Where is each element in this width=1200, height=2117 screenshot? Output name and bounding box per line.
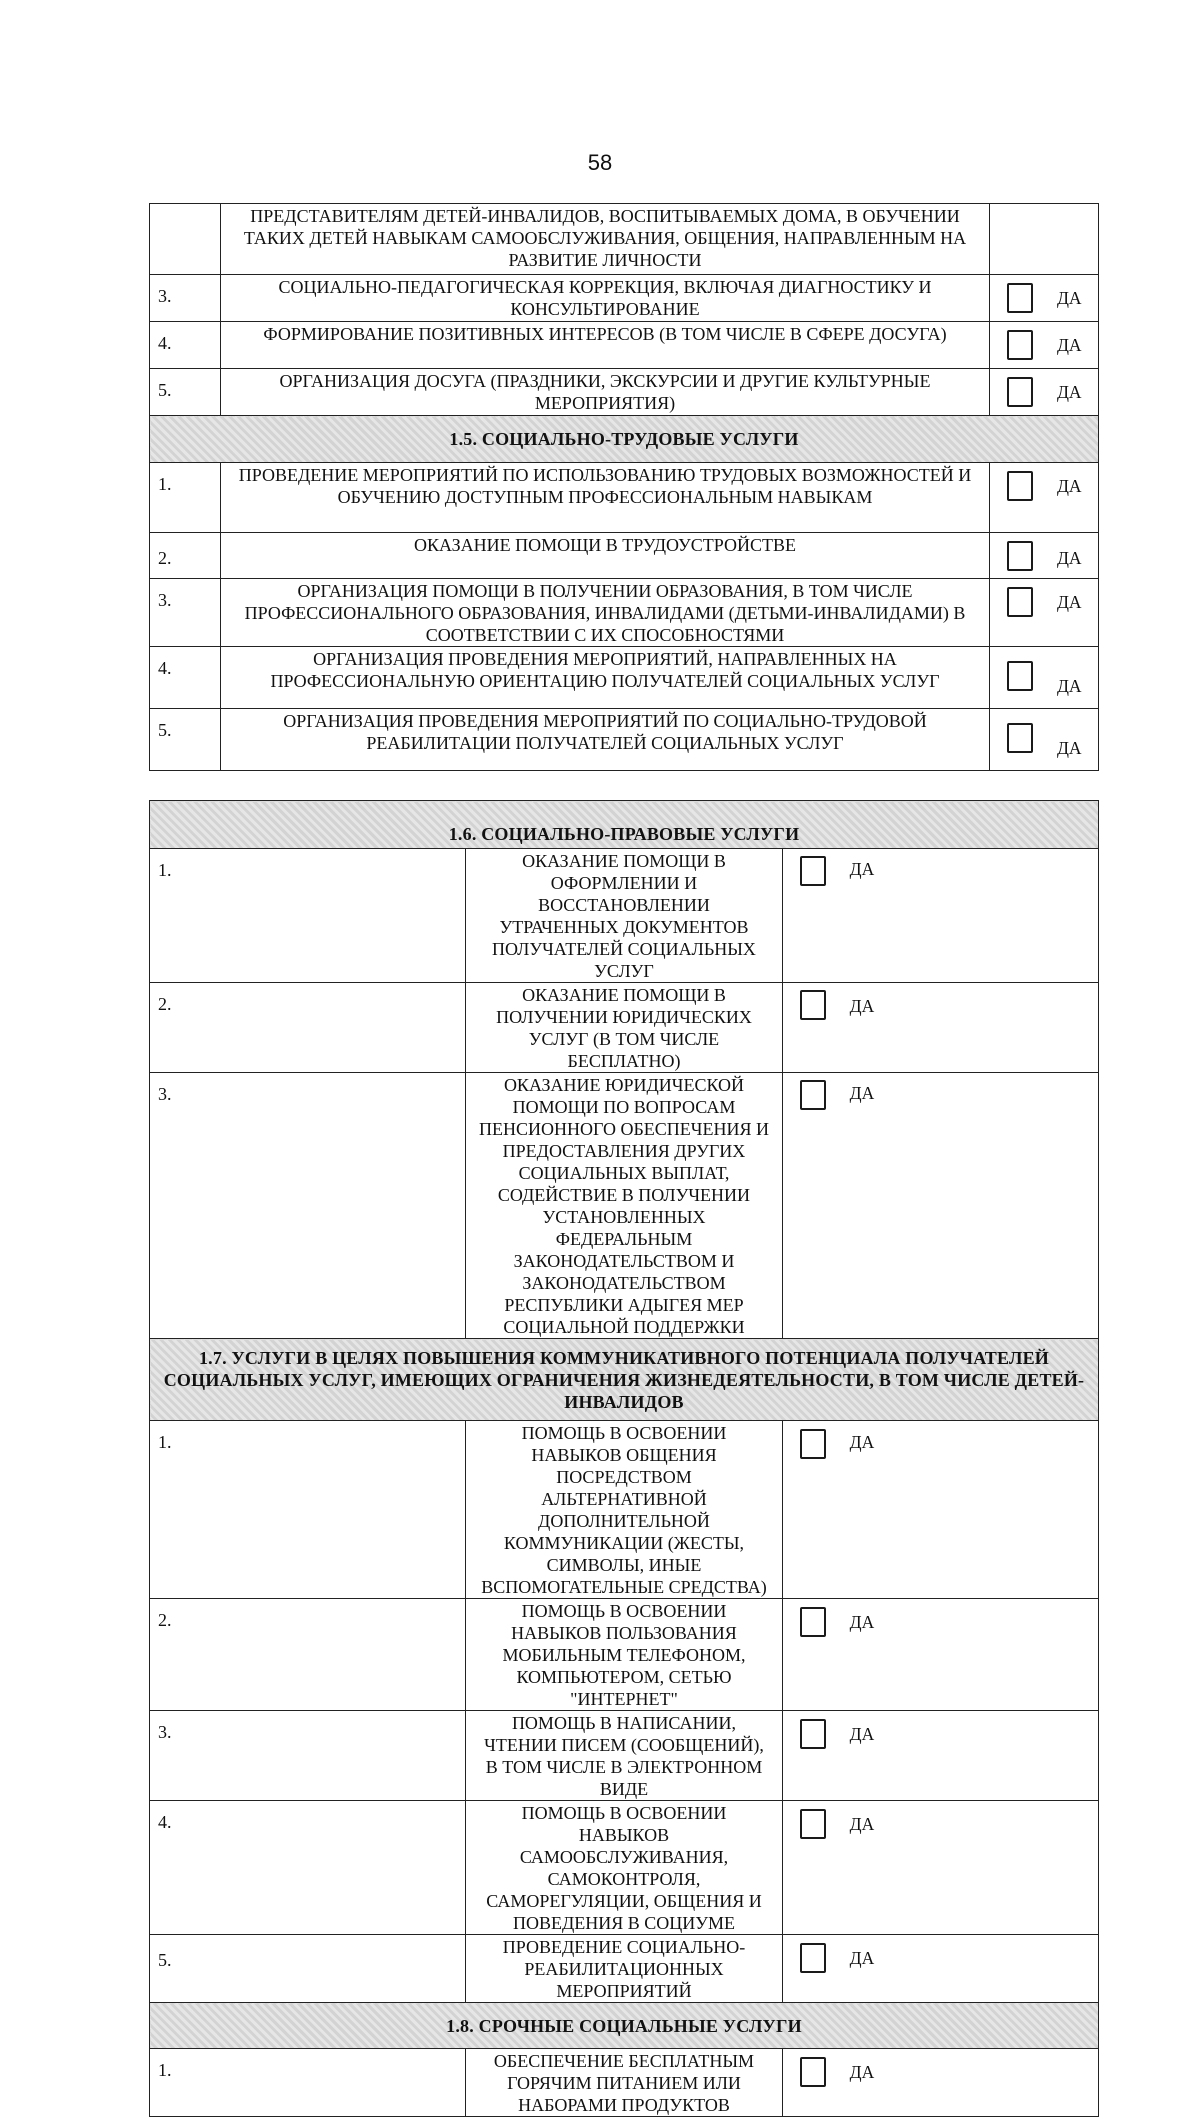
answer-cell [990,579,1099,647]
checkbox[interactable] [800,1607,826,1637]
answer-cell [782,2049,1098,2117]
section-header-row [150,2003,1099,2049]
answer-cell [782,983,1098,1073]
table-row [150,647,1099,709]
table-row [150,1935,1099,2003]
section-title-1-5: 1.5. СОЦИАЛЬНО-ТРУДОВЫЕ УСЛУГИ [150,416,1099,463]
answer-cell [990,647,1099,709]
checkbox[interactable] [800,1943,826,1973]
service-text: ОРГАНИЗАЦИЯ ДОСУГА (ПРАЗДНИКИ, ЭКСКУРСИИ И ДРУГИЕ КУЛЬТУРНЫЕ МЕРОПРИЯТИЯ) [221,369,990,416]
answer-cell [990,709,1099,771]
service-text: ПРОВЕДЕНИЕ МЕРОПРИЯТИЙ ПО ИСПОЛЬЗОВАНИЮ ТРУДОВЫХ ВОЗМОЖНОСТЕЙ И ОБУЧЕНИЮ ДОСТУПНЫМ ПРОФЕССИОНАЛЬНЫМ НАВЫКАМ [221,463,990,533]
answer-label: ДА [849,1724,875,1744]
table-row [150,579,1099,647]
table-row [150,463,1099,533]
row-number: 2. [150,533,221,579]
answer-cell [990,369,1099,416]
checkbox[interactable] [1007,283,1033,313]
answer-label: ДА [1057,676,1082,696]
table-row [150,1801,1099,1935]
checkbox[interactable] [800,1809,826,1839]
answer-cell [782,1421,1098,1599]
service-text: ПОМОЩЬ В ОСВОЕНИИ НАВЫКОВ ОБЩЕНИЯ ПОСРЕДСТВОМ АЛЬТЕРНАТИВНОЙ ДОПОЛНИТЕЛЬНОЙ КОММУНИКАЦИИ (ЖЕСТЫ, СИМВОЛЫ, ИНЫЕ ВСПОМОГАТЕЛЬНЫЕ СРЕДСТВА) [466,1421,782,1599]
row-number: 5. [150,709,221,771]
answer-cell [782,1599,1098,1711]
answer-cell [990,275,1099,322]
service-text: ПОМОЩЬ В НАПИСАНИИ, ЧТЕНИИ ПИСЕМ (СООБЩЕНИЙ), В ТОМ ЧИСЛЕ В ЭЛЕКТРОННОМ ВИДЕ [466,1711,782,1801]
service-text: ПРЕДСТАВИТЕЛЯМ ДЕТЕЙ-ИНВАЛИДОВ, ВОСПИТЫВАЕМЫХ ДОМА, В ОБУЧЕНИИ ТАКИХ ДЕТЕЙ НАВЫКАМ САМООБСЛУЖИВАНИЯ, ОБЩЕНИЯ, НАПРАВЛЕННЫМ НА РАЗВИТИЕ ЛИЧНОСТИ [221,204,990,275]
checkbox[interactable] [1007,541,1033,571]
table-row [150,1711,1099,1801]
table-row [150,849,1099,983]
checkbox[interactable] [800,2057,826,2087]
section-title-1-6: 1.6. СОЦИАЛЬНО-ПРАВОВЫЕ УСЛУГИ [150,801,1099,849]
answer-cell [990,322,1099,369]
checkbox[interactable] [1007,330,1033,360]
table-row [150,369,1099,416]
answer-cell [782,1935,1098,2003]
row-number: 3. [150,275,221,322]
service-text: ПОМОЩЬ В ОСВОЕНИИ НАВЫКОВ САМООБСЛУЖИВАНИЯ, САМОКОНТРОЛЯ, САМОРЕГУЛЯЦИИ, ОБЩЕНИЯ И ПОВЕДЕНИЯ В СОЦИУМЕ [466,1801,782,1935]
table-row [150,983,1099,1073]
answer-label: ДА [849,859,875,879]
row-number: 1. [150,463,221,533]
answer-cell [782,1711,1098,1801]
answer-cell [782,849,1098,983]
section-header-row [150,1339,1099,1421]
section-header-row [150,801,1099,849]
services-table-2 [149,800,1099,2117]
row-number: 1. [150,1421,466,1599]
table-row [150,322,1099,369]
service-text: ОРГАНИЗАЦИЯ ПРОВЕДЕНИЯ МЕРОПРИЯТИЙ ПО СОЦИАЛЬНО-ТРУДОВОЙ РЕАБИЛИТАЦИИ ПОЛУЧАТЕЛЕЙ СОЦИАЛЬНЫХ УСЛУГ [221,709,990,771]
row-number: 4. [150,1801,466,1935]
row-number: 3. [150,1073,466,1339]
answer-cell [782,1073,1098,1339]
section-title-1-7: 1.7. УСЛУГИ В ЦЕЛЯХ ПОВЫШЕНИЯ КОММУНИКАТИВНОГО ПОТЕНЦИАЛА ПОЛУЧАТЕЛЕЙ СОЦИАЛЬНЫХ УСЛУГ, ИМЕЮЩИХ ОГРАНИЧЕНИЯ ЖИЗНЕДЕЯТЕЛЬНОСТИ, В ТОМ ЧИСЛЕ ДЕТЕЙ-ИНВАЛИДОВ [150,1339,1099,1421]
answer-cell [990,533,1099,579]
answer-label: ДА [849,1083,875,1103]
answer-label: ДА [1057,592,1082,612]
service-text: ОКАЗАНИЕ ПОМОЩИ В ПОЛУЧЕНИИ ЮРИДИЧЕСКИХ УСЛУГ (В ТОМ ЧИСЛЕ БЕСПЛАТНО) [466,983,782,1073]
row-number: 2. [150,983,466,1073]
table-row [150,1599,1099,1711]
answer-label: ДА [1057,548,1082,568]
answer-label: ДА [1057,335,1082,355]
answer-cell [990,204,1099,275]
service-text: ПРОВЕДЕНИЕ СОЦИАЛЬНО-РЕАБИЛИТАЦИОННЫХ МЕРОПРИЯТИЙ [466,1935,782,2003]
checkbox[interactable] [800,1080,826,1110]
services-table-1 [149,203,1099,771]
table-row [150,1073,1099,1339]
row-number: 3. [150,1711,466,1801]
table-row [150,204,1099,275]
checkbox[interactable] [1007,661,1033,691]
checkbox[interactable] [800,1429,826,1459]
answer-label: ДА [849,1612,875,1632]
service-text: ПОМОЩЬ В ОСВОЕНИИ НАВЫКОВ ПОЛЬЗОВАНИЯ МОБИЛЬНЫМ ТЕЛЕФОНОМ, КОМПЬЮТЕРОМ, СЕТЬЮ "ИНТЕРНЕТ" [466,1599,782,1711]
answer-label: ДА [1057,476,1082,496]
answer-label: ДА [849,996,875,1016]
answer-label: ДА [1057,288,1082,308]
row-number: 1. [150,849,466,983]
checkbox[interactable] [1007,723,1033,753]
page-number: 58 [587,150,613,175]
service-text: ОРГАНИЗАЦИЯ ПОМОЩИ В ПОЛУЧЕНИИ ОБРАЗОВАНИЯ, В ТОМ ЧИСЛЕ ПРОФЕССИОНАЛЬНОГО ОБРАЗОВАНИЯ, ИНВАЛИДАМИ (ДЕТЬМИ-ИНВАЛИДАМИ) В СООТВЕТСТВИИ С ИХ СПОСОБНОСТЯМИ [221,579,990,647]
service-text: СОЦИАЛЬНО-ПЕДАГОГИЧЕСКАЯ КОРРЕКЦИЯ, ВКЛЮЧАЯ ДИАГНОСТИКУ И КОНСУЛЬТИРОВАНИЕ [221,275,990,322]
row-number: 5. [150,369,221,416]
service-text: ФОРМИРОВАНИЕ ПОЗИТИВНЫХ ИНТЕРЕСОВ (В ТОМ ЧИСЛЕ В СФЕРЕ ДОСУГА) [221,322,990,369]
answer-label: ДА [849,1948,875,1968]
answer-label: ДА [1057,738,1082,758]
row-number-cell [150,204,221,275]
section-header-row [150,416,1099,463]
answer-cell [782,1801,1098,1935]
checkbox[interactable] [1007,471,1033,501]
table-row [150,1421,1099,1599]
row-number: 2. [150,1599,466,1711]
answer-label: ДА [1057,382,1082,402]
row-number: 4. [150,647,221,709]
service-text: ОКАЗАНИЕ ЮРИДИЧЕСКОЙ ПОМОЩИ ПО ВОПРОСАМ ПЕНСИОННОГО ОБЕСПЕЧЕНИЯ И ПРЕДОСТАВЛЕНИЯ ДРУГИХ СОЦИАЛЬНЫХ ВЫПЛАТ, СОДЕЙСТВИЕ В ПОЛУЧЕНИИ УСТАНОВЛЕННЫХ ФЕДЕРАЛЬНЫМ ЗАКОНОДАТЕЛЬСТВОМ И ЗАКОНОДАТЕЛЬСТВОМ РЕСПУБЛИКИ АДЫГЕЯ МЕР СОЦИАЛЬНОЙ ПОДДЕРЖКИ [466,1073,782,1339]
row-number: 4. [150,322,221,369]
answer-label: ДА [849,2062,875,2082]
service-text: ОКАЗАНИЕ ПОМОЩИ В ТРУДОУСТРОЙСТВЕ [221,533,990,579]
checkbox[interactable] [800,856,826,886]
table-row [150,709,1099,771]
table-row [150,275,1099,322]
section-title-1-8: 1.8. СРОЧНЫЕ СОЦИАЛЬНЫЕ УСЛУГИ [150,2003,1099,2049]
service-text: ОБЕСПЕЧЕНИЕ БЕСПЛАТНЫМ ГОРЯЧИМ ПИТАНИЕМ ИЛИ НАБОРАМИ ПРОДУКТОВ [466,2049,782,2117]
answer-label: ДА [849,1814,875,1834]
row-number: 3. [150,579,221,647]
row-number: 1. [150,2049,466,2117]
service-text: ОКАЗАНИЕ ПОМОЩИ В ОФОРМЛЕНИИ И ВОССТАНОВЛЕНИИ УТРАЧЕННЫХ ДОКУМЕНТОВ ПОЛУЧАТЕЛЕЙ СОЦИАЛЬНЫХ УСЛУГ [466,849,782,983]
service-text: ОРГАНИЗАЦИЯ ПРОВЕДЕНИЯ МЕРОПРИЯТИЙ, НАПРАВЛЕННЫХ НА ПРОФЕССИОНАЛЬНУЮ ОРИЕНТАЦИЮ ПОЛУЧАТЕЛЕЙ СОЦИАЛЬНЫХ УСЛУГ [221,647,990,709]
table-row [150,533,1099,579]
row-number: 5. [150,1935,466,2003]
checkbox[interactable] [800,1719,826,1749]
checkbox[interactable] [1007,587,1033,617]
table-row [150,2049,1099,2117]
checkbox[interactable] [1007,377,1033,407]
checkbox[interactable] [800,990,826,1020]
answer-cell [990,463,1099,533]
answer-label: ДА [849,1432,875,1452]
